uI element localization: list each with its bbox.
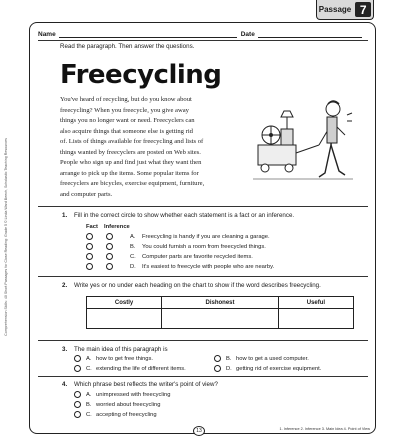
question-1-text: Fill in the correct circle to show whether each statement is a fact or an inference. [74,212,295,219]
q4-b-radio[interactable] [74,401,81,408]
q1-item-b [86,243,266,250]
section-divider-2 [38,276,368,277]
name-label: Name [38,31,56,38]
section-divider-1 [38,206,368,207]
section-divider-3 [38,340,368,341]
paragraph-line: freecyclers are bicycles, exercise equipment, furniture, [60,180,205,187]
paragraph-line: freecycling? When you freecycle, you give away [60,106,189,114]
paragraph-line: People who sign up and find just what they want then [60,159,202,166]
q3-b-radio[interactable] [214,355,221,362]
q1-item-c [86,253,253,260]
section-divider-4 [38,376,368,377]
q1-a-text: Freecycling is handy if you are cleaning a garage. [142,233,270,240]
fact-column-header: Fact [86,224,98,230]
q3-option-d[interactable] [214,365,321,372]
directions: Read the paragraph. Then answer the questions. [60,43,195,50]
chart-header-dishonest: Dishonest [162,297,279,309]
q3-d-letter: D. [226,365,232,372]
spine-credit-text: Comprehension Skills: 40 Short Passages for Close Reading: Grade 5 © Linda Ward Beech, Scholastic Teaching Resources [4,138,8,336]
q1-c-inference-radio[interactable] [106,253,113,260]
q1-d-fact-radio[interactable] [86,263,93,270]
q1-b-fact-radio[interactable] [86,243,93,250]
chart-cell-costly[interactable] [87,309,162,329]
question-4 [62,381,362,391]
q3-option-c[interactable] [74,365,186,372]
question-3-text: The main idea of this paragraph is [74,346,168,353]
question-3-number: 3. [62,346,68,353]
page-number: 13 [193,426,205,436]
chart-header-costly: Costly [87,297,162,309]
q1-c-fact-radio[interactable] [86,253,93,260]
date-label: Date [240,31,255,38]
q4-a-letter: A. [86,391,92,398]
skills-footer: 1. Inference 2. Inference 3. Main Idea 4. Point of View [279,427,370,431]
q3-a-letter: A. [86,355,92,362]
header-divider [38,40,368,41]
question-2-number: 2. [62,282,68,289]
paragraph-line: of. Lists of things available for freecycling and lists of [60,138,204,145]
q1-item-a [86,233,270,240]
page-title: Freecycling [60,60,222,90]
passage-number: 7 [355,2,371,17]
passage-label: Passage [318,5,352,14]
q1-c-text: Computer parts are favorite recycled items. [142,253,253,260]
question-4-number: 4. [62,381,68,388]
name-date-row [38,31,368,38]
question-2 [62,282,362,292]
inference-column-header: Inference [104,224,130,230]
q1-d-inference-radio[interactable] [106,263,113,270]
question-4-text: Which phrase best reflects the writer's point of view? [74,381,218,388]
q1-a-inference-radio[interactable] [106,233,113,240]
spine-credit [1,60,9,420]
q4-a-text: unimpressed with freecycling [96,391,171,398]
passage-tab [316,0,374,20]
chart-cell-useful[interactable] [278,309,353,329]
q4-c-radio[interactable] [74,411,81,418]
q4-b-letter: B. [86,401,92,408]
q3-a-radio[interactable] [74,355,81,362]
q3-option-b[interactable] [214,355,309,362]
q1-a-letter: A. [130,233,136,240]
q1-a-fact-radio[interactable] [86,233,93,240]
q3-a-text: how to get free things. [96,355,154,362]
q1-b-letter: B. [130,243,136,250]
chart-header-useful: Useful [278,297,353,309]
name-field[interactable] [59,31,237,38]
freecycling-illustration-icon [253,95,353,190]
paragraph-line: things you no longer want or need. Freecyclers can [60,117,195,124]
reading-paragraph [60,95,245,200]
chart-cell-dishonest[interactable] [162,309,279,329]
question-1 [62,212,362,222]
q4-c-letter: C. [86,411,92,418]
q4-option-c[interactable] [74,411,157,418]
question-1-number: 1. [62,212,68,219]
q3-c-letter: C. [86,365,92,372]
q4-c-text: accepting of freecycling [96,411,157,418]
paragraph-line: and computer parts. [60,190,113,198]
q3-c-text: extending the life of different items. [96,365,186,372]
date-field[interactable] [258,31,362,38]
freecycling-chart [86,296,354,329]
q4-b-text: worried about freecycling [96,401,161,408]
question-2-text: Write yes or no under each heading on the chart to show if the word describes freecycling. [74,282,321,289]
q3-c-radio[interactable] [74,365,81,372]
q4-option-b[interactable] [74,401,160,408]
paragraph-line: things wanted by freecyclers are posted on Web sites. [60,148,201,156]
paragraph-line: You've heard of recycling, but do you know about [60,96,192,103]
q1-c-letter: C. [130,253,136,260]
q4-a-radio[interactable] [74,391,81,398]
paragraph-line: also acquire things that someone else is getting rid [60,127,193,135]
q4-option-a[interactable] [74,391,170,398]
paragraph-line: arrange to pick up the items. Some popular items for [60,169,199,177]
q3-d-text: getting rid of exercise equipment. [236,365,322,372]
q3-option-a[interactable] [74,355,153,362]
q1-d-letter: D. [130,263,136,270]
q1-d-text: It's easiest to freecycle with people who are nearby. [142,263,275,270]
q1-b-inference-radio[interactable] [106,243,113,250]
q3-d-radio[interactable] [214,365,221,372]
q1-item-d [86,263,274,270]
q1-b-text: You could furnish a room from freecycled things. [142,243,266,250]
q3-b-text: how to get a used computer. [236,355,309,362]
q3-b-letter: B. [226,355,232,362]
